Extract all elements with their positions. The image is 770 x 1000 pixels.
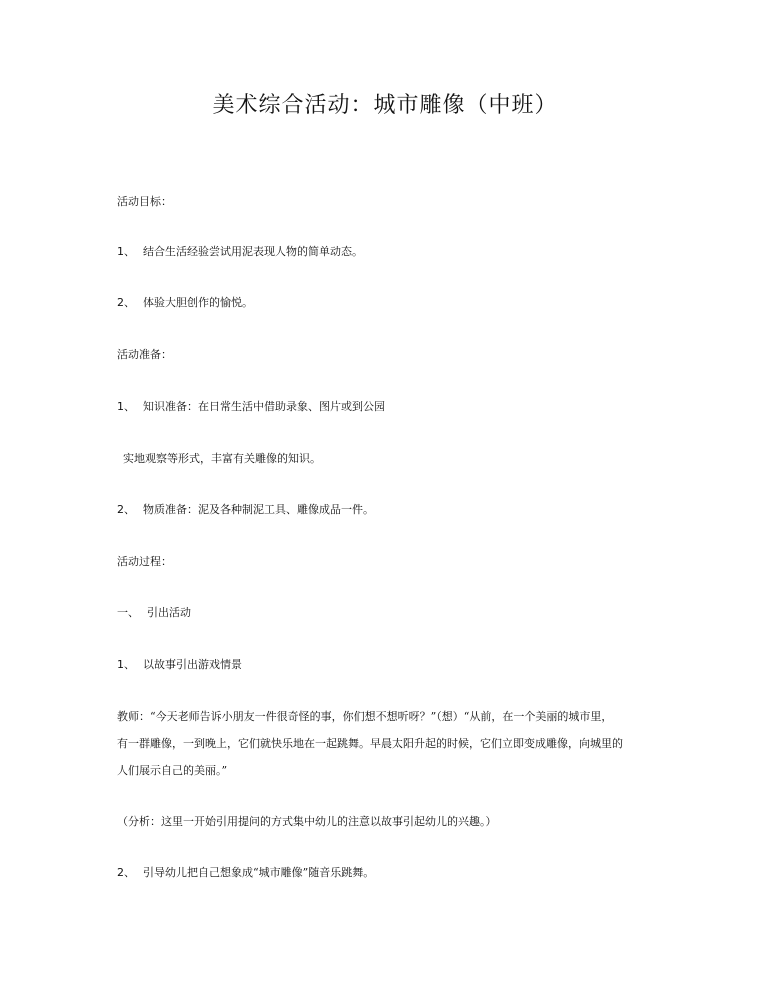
prep-item-2 bbox=[117, 503, 374, 517]
process-step-1 bbox=[117, 658, 242, 672]
process-step-2 bbox=[117, 866, 374, 880]
prep-item-1-text: 知识准备：在日常生活中借助录象、图片或到公园 bbox=[143, 400, 385, 413]
goal-item-2-text: 体验大胆创作的愉悦。 bbox=[143, 296, 253, 309]
goal-item-1-text: 结合生活经验尝试用泥表现人物的简单动态。 bbox=[143, 245, 363, 258]
prep-item-2-text: 物质准备：泥及各种制泥工具、雕像成品一件。 bbox=[143, 503, 374, 516]
prep-item-1-num: 1、 bbox=[117, 400, 135, 413]
goal-item-1 bbox=[117, 245, 363, 259]
teacher-line-1: 教师：“今天老师告诉小朋友一件很奇怪的事，你们想不想听呀？”（想）“从前，在一个美丽的城市里， bbox=[117, 710, 613, 723]
goal-item-1-num: 1、 bbox=[117, 245, 135, 258]
teacher-line-2: 有一群雕像，一到晚上，它们就快乐地在一起跳舞。早晨太阳升起的时候，它们立即变成雕像，向城里的 bbox=[117, 737, 623, 750]
page-title: 美术综合活动：城市雕像（中班） bbox=[212, 93, 558, 118]
goal-item-2 bbox=[117, 296, 253, 310]
prep-item-2-num: 2、 bbox=[117, 503, 135, 516]
process-step-2-num: 2、 bbox=[117, 866, 135, 879]
analysis-note: （分析：这里一开始引用提问的方式集中幼儿的注意以故事引起幼儿的兴趣。） bbox=[117, 815, 497, 828]
prep-heading: 活动准备： bbox=[117, 348, 172, 361]
process-step-2-text: 引导幼儿把自己想象成“城市雕像”随音乐跳舞。 bbox=[143, 866, 375, 879]
process-step-1-text: 以故事引出游戏情景 bbox=[143, 658, 242, 671]
goal-item-2-num: 2、 bbox=[117, 296, 135, 309]
prep-item-1-continuation: 实地观察等形式，丰富有关雕像的知识。 bbox=[123, 452, 321, 465]
prep-item-1 bbox=[117, 400, 385, 414]
process-section-1-num: 一、 bbox=[117, 606, 139, 619]
process-section-1 bbox=[117, 606, 191, 620]
process-heading: 活动过程： bbox=[117, 555, 172, 568]
process-section-1-text: 引出活动 bbox=[147, 606, 191, 619]
teacher-line-3: 人们展示自己的美丽。” bbox=[117, 764, 228, 777]
process-step-1-num: 1、 bbox=[117, 658, 135, 671]
goals-heading: 活动目标： bbox=[117, 195, 172, 208]
